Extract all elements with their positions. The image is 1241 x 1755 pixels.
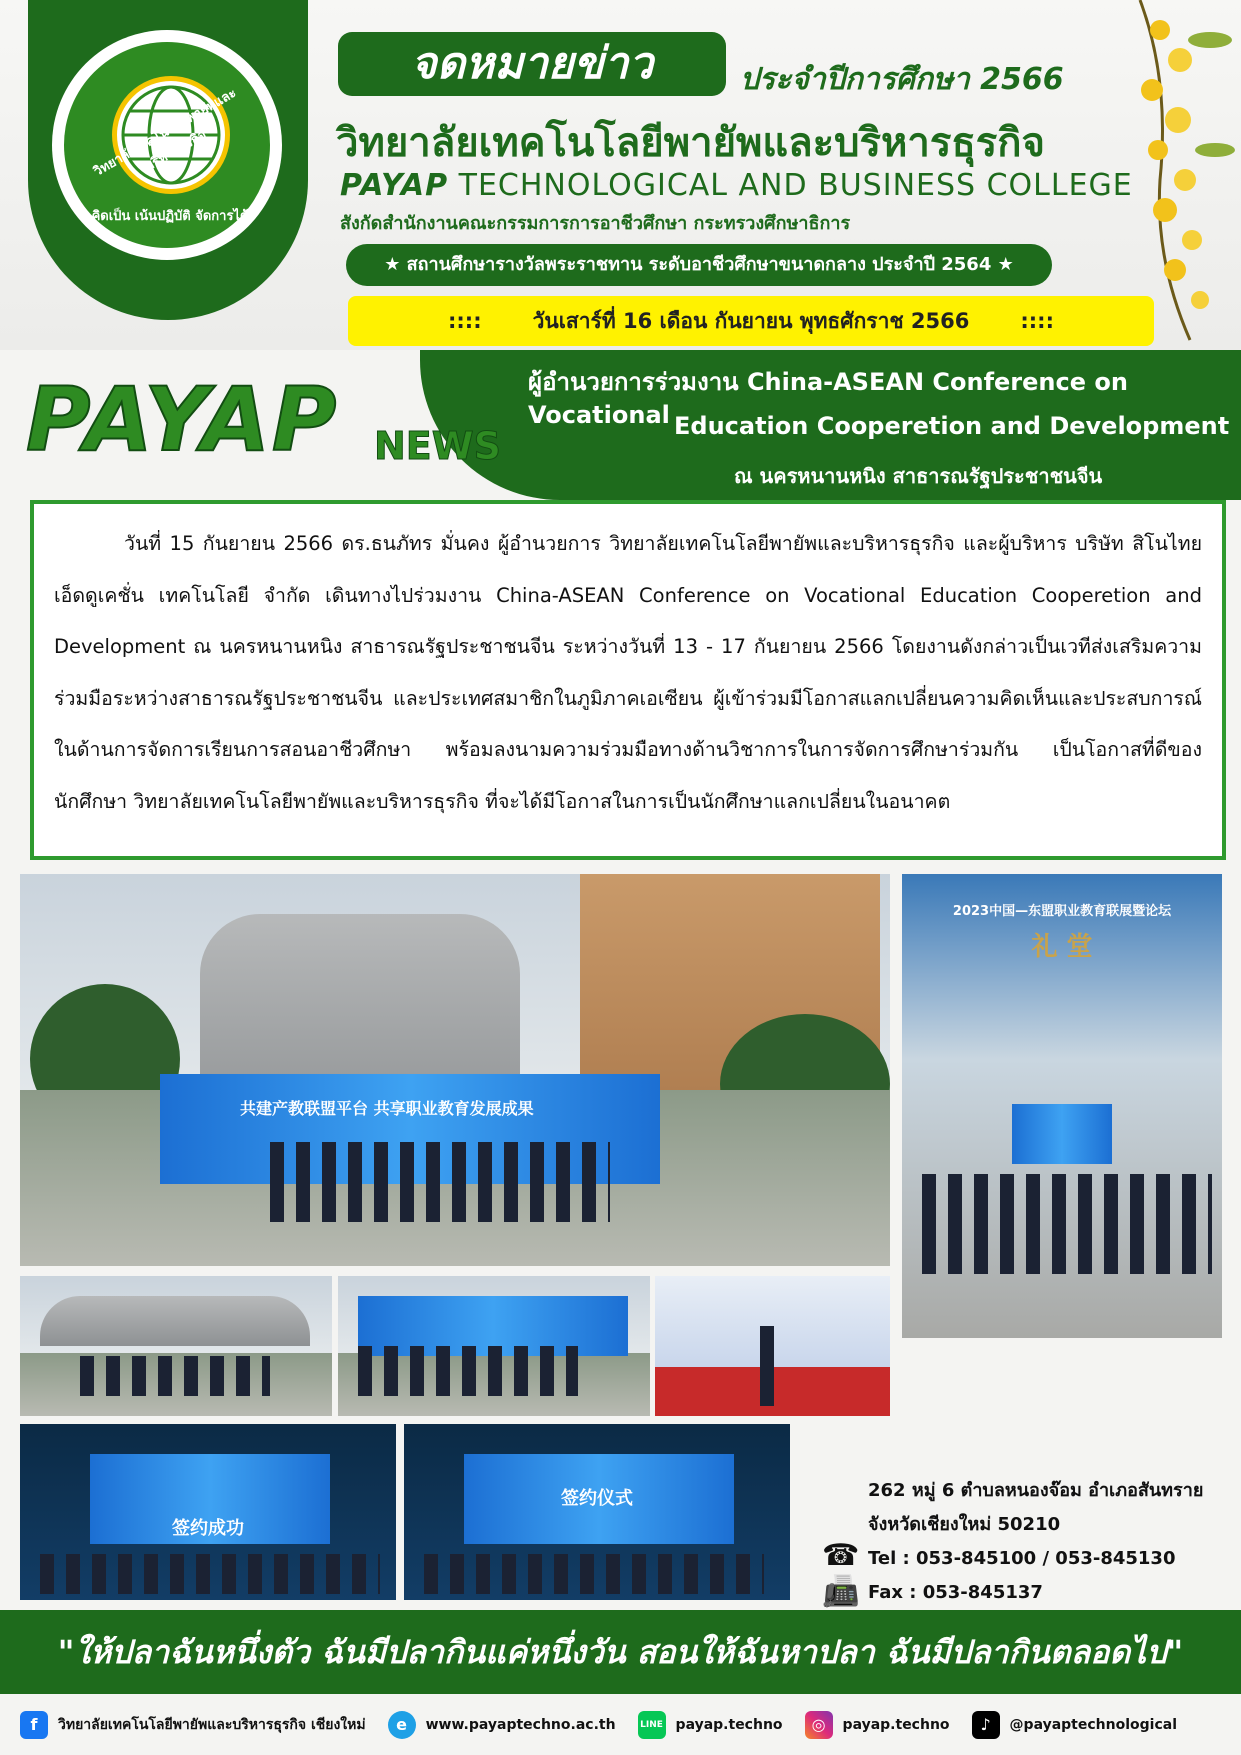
stage-screen-text-1: 签约成功 — [172, 1518, 244, 1539]
date-marker-right: :::: — [1020, 309, 1054, 333]
photo-signing-ceremony-1 — [20, 1424, 396, 1600]
instagram-label: payap.techno — [842, 1716, 950, 1733]
award-text: สถานศึกษารางวัลพระราชทาน ระดับอาชีวศึกษาขนาดกลาง ประจำปี 2564 — [406, 254, 992, 275]
article-body-box — [30, 500, 1226, 860]
date-marker-left: :::: — [448, 309, 482, 333]
website-link[interactable] — [388, 1711, 616, 1739]
contact-info — [868, 1474, 1203, 1610]
footer-social-links — [0, 1694, 1241, 1755]
college-name-english — [340, 168, 1133, 203]
hall-banner-text: 2023中国—东盟职业教育联展暨论坛 — [952, 904, 1172, 919]
news-word: NEWS — [374, 424, 502, 468]
headline-line-3: ณ นครหนานหนิง สาธารณรัฐประชาชนจีน — [734, 464, 1103, 488]
quote-banner: "ให้ปลาฉันหนึ่งตัว ฉันมีปลากินแค่หนึ่งวัน สอนให้ฉันหาปลา ฉันมีปลากินตลอดไป" — [0, 1610, 1241, 1694]
website-label: www.payaptechno.ac.th — [425, 1716, 616, 1733]
college-name-english-rest: TECHNOLOGICAL AND BUSINESS COLLEGE — [458, 168, 1133, 203]
newsletter-title: จดหมายข่าว — [338, 32, 726, 96]
phone-icon: ☎ — [822, 1538, 860, 1573]
logo-motto: คิดเป็น เน้นปฏิบัติ จัดการได้ — [91, 209, 249, 224]
facebook-link[interactable] — [20, 1711, 366, 1739]
payap-news-logo: PAYAP — [26, 368, 339, 471]
star-icon: ★ — [384, 254, 407, 275]
fax-icon: 📠 — [822, 1574, 860, 1609]
photo-gate-group — [20, 1276, 332, 1416]
headline-line-1: ผู้อำนวยการร่วมงาน China-ASEAN Conference on Vocational — [528, 368, 1128, 429]
logo-ring-text: วิทยาลัยเทคโนโลยีพายัพและบริหารธุรกิจ — [91, 85, 240, 180]
stage-screen-text-2: 签约仪式 — [561, 1488, 633, 1509]
tiktok-icon: ♪ — [972, 1711, 1000, 1739]
instagram-icon: ◎ — [805, 1711, 833, 1739]
photo-signing-ceremony-2 — [404, 1424, 790, 1600]
facebook-label: วิทยาลัยเทคโนโลยีพายัพและบริหารธุรกิจ เชียงใหม่ — [58, 1716, 366, 1733]
headline-line-2: Education Cooperetion and Development — [674, 412, 1230, 440]
line-label: payap.techno — [675, 1716, 783, 1733]
photo-screen-group — [338, 1276, 650, 1416]
telephone: Tel : 053-845100 / 053-845130 — [868, 1548, 1176, 1569]
academic-year: ประจำปีการศึกษา 2566 — [740, 62, 1064, 97]
line-icon: LINE — [638, 1711, 666, 1739]
line-link[interactable] — [638, 1711, 783, 1739]
instagram-link[interactable] — [805, 1711, 950, 1739]
browser-icon: e — [388, 1711, 416, 1739]
issue-date: วันเสาร์ที่ 16 เดือน กันยายน พุทธศักราช 2566 — [532, 309, 970, 333]
date-bar — [348, 296, 1154, 346]
hall-sign: 礼 堂 — [1031, 932, 1093, 962]
affiliation: สังกัดสำนักงานคณะกรรมการการอาชีวศึกษา กระทรวงศึกษาธิการ — [340, 213, 851, 234]
photo-main-group-outdoor — [20, 874, 890, 1266]
fax: Fax : 053-845137 — [868, 1582, 1043, 1603]
tiktok-link[interactable] — [972, 1711, 1177, 1739]
tiktok-label: @payaptechnological — [1009, 1716, 1177, 1733]
address-line-1: 262 หมู่ 6 ตำบลหนองจ๊อม อำเภอสันทราย — [868, 1480, 1204, 1501]
article-text: วันที่ 15 กันยายน 2566 ดร.ธนภัทร มั่นคง ผู้อำนวยการ วิทยาลัยเทคโนโลยีพายัพและบริหารธุรกิจ และผู้บริหาร บริษัท สิโนไทย เอ็ดดูเคชั่น เทคโนโลยี จำกัด เดินทางไปร่วมงาน China-ASEAN Conference on Vocational Education Cooperetion and Development ณ นครหนานหนิง สาธารณรัฐประชาชนจีน ระหว่างวันที่ 13 - 17 กันยายน 2566 โดยงานดังกล่าวเป็นเวทีส่งเสริมความร่วมมือระหว่างสาธารณรัฐประชาชนจีน และประเทศสมาชิกในภูมิภาคเอเซียน ผู้เข้าร่วมมีโอกาสแลกเปลี่ยนความคิดเห็นและประสบการณ์ในด้านการจัดการเรียนการสอนอาชีวศึกษา พร้อมลงนามความร่วมมือทางด้านวิชาการในการจัดการศึกษาร่วมกัน เป็นโอกาสที่ดีของนักศึกษา วิทยาลัยเทคโนโลยีพายัพและบริหารธุรกิจ ที่จะได้มีโอกาสในการเป็นนักศึกษาแลกเปลี่ยนในอนาคต — [54, 532, 1202, 813]
photo-hall-entrance — [902, 874, 1222, 1338]
address-line-2: จังหวัดเชียงใหม่ 50210 — [868, 1514, 1061, 1535]
award-banner — [346, 244, 1052, 286]
facebook-icon: f — [20, 1711, 48, 1739]
event-banner-text: 共建产教联盟平台 共享职业教育发展成果 — [240, 1099, 534, 1118]
college-name-thai: วิทยาลัยเทคโนโลยีพายัพและบริหารธุรกิจ — [336, 120, 1045, 166]
star-icon: ★ — [991, 254, 1014, 275]
photo-red-carpet — [655, 1276, 890, 1416]
college-brand: PAYAP — [340, 168, 449, 203]
